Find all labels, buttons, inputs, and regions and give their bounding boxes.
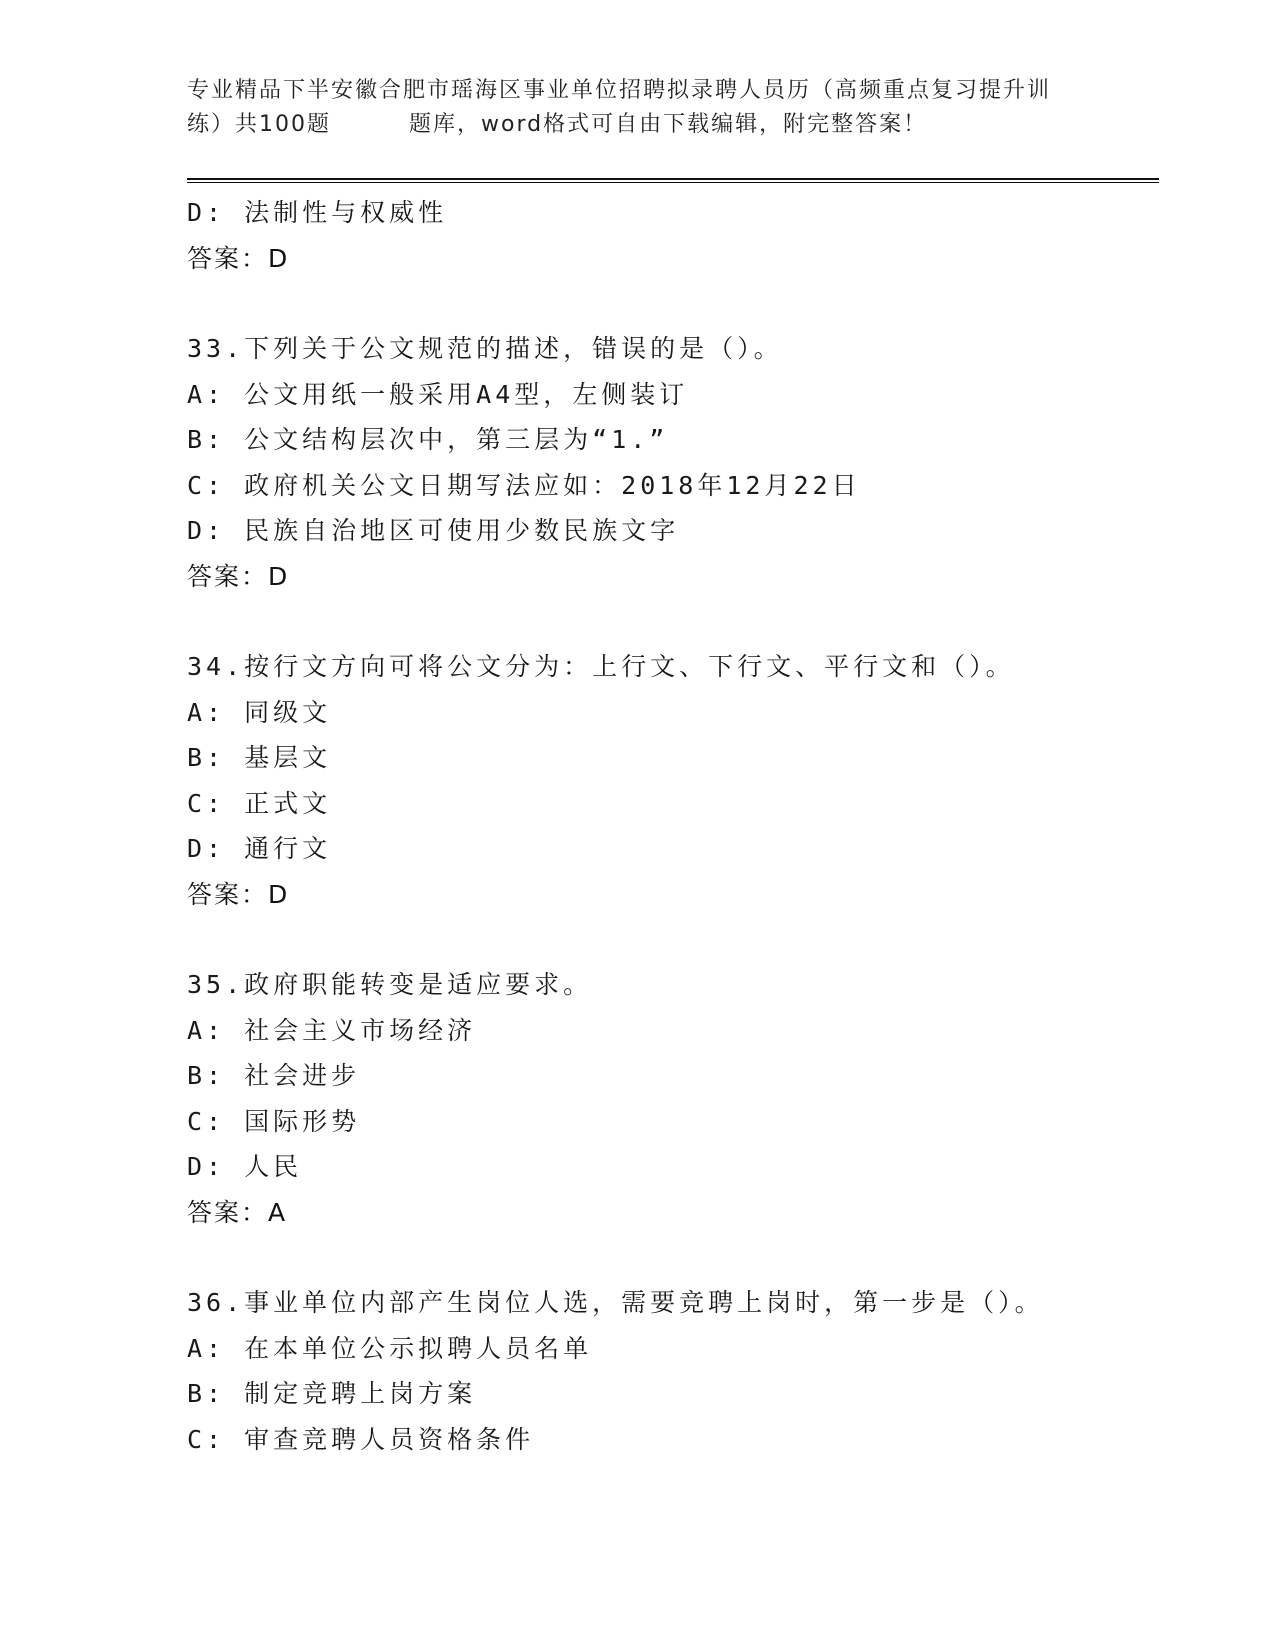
document-title-line-1: 专业精品下半安徽合肥市瑶海区事业单位招聘拟录聘人员历（高频重点复习提升训	[187, 78, 1052, 103]
option-b: B: 公文结构层次中，第三层为“1.”	[187, 425, 669, 454]
answer-line: 答案：D	[187, 879, 290, 909]
option-c: C: 审查竞聘人员资格条件	[187, 1424, 535, 1454]
option-d: D: 人民	[187, 1152, 303, 1181]
answer-line: 答案：A	[187, 1197, 288, 1227]
option-c: C: 政府机关公文日期写法应如：2018年12月22日	[187, 470, 861, 500]
question-34	[187, 644, 1147, 917]
question-35	[187, 962, 1147, 1235]
header-divider	[187, 178, 1159, 183]
question-stem: 36.事业单位内部产生岗位人选，需要竞聘上岗时，第一步是（）。	[187, 1288, 1044, 1317]
question-stem: 34.按行文方向可将公文分为：上行文、下行文、平行文和（）。	[187, 652, 1015, 681]
question-36	[187, 1280, 1147, 1462]
question-list	[187, 190, 1147, 1462]
page-header	[187, 74, 1087, 142]
question-33	[187, 326, 1147, 599]
option-a: A: 社会主义市场经济	[187, 1015, 477, 1045]
option-d: D: 通行文	[187, 834, 332, 863]
question-stem: 33.下列关于公文规范的描述，错误的是（）。	[187, 334, 783, 363]
document-title-note: 题库，word格式可自由下载编辑，附完整答案！	[409, 112, 928, 137]
option-c: C: 国际形势	[187, 1106, 361, 1136]
option-b: B: 基层文	[187, 743, 332, 772]
document-title-line-2	[187, 108, 1087, 142]
option-a: A: 公文用纸一般采用A4型，左侧装订	[187, 379, 689, 409]
document-title-count: 练）共100题	[187, 112, 331, 137]
option-a: A: 同级文	[187, 697, 332, 727]
option-b: B: 制定竞聘上岗方案	[187, 1379, 477, 1408]
answer-line: 答案：D	[187, 561, 290, 591]
option-b: B: 社会进步	[187, 1061, 361, 1090]
option-c: C: 正式文	[187, 788, 332, 818]
option-d: D: 法制性与权威性	[187, 198, 448, 227]
option-d: D: 民族自治地区可使用少数民族文字	[187, 516, 680, 545]
question-tail-32	[187, 190, 1147, 281]
answer-line: 答案：D	[187, 243, 290, 273]
option-a: A: 在本单位公示拟聘人员名单	[187, 1333, 593, 1363]
question-stem: 35.政府职能转变是适应要求。	[187, 970, 593, 999]
